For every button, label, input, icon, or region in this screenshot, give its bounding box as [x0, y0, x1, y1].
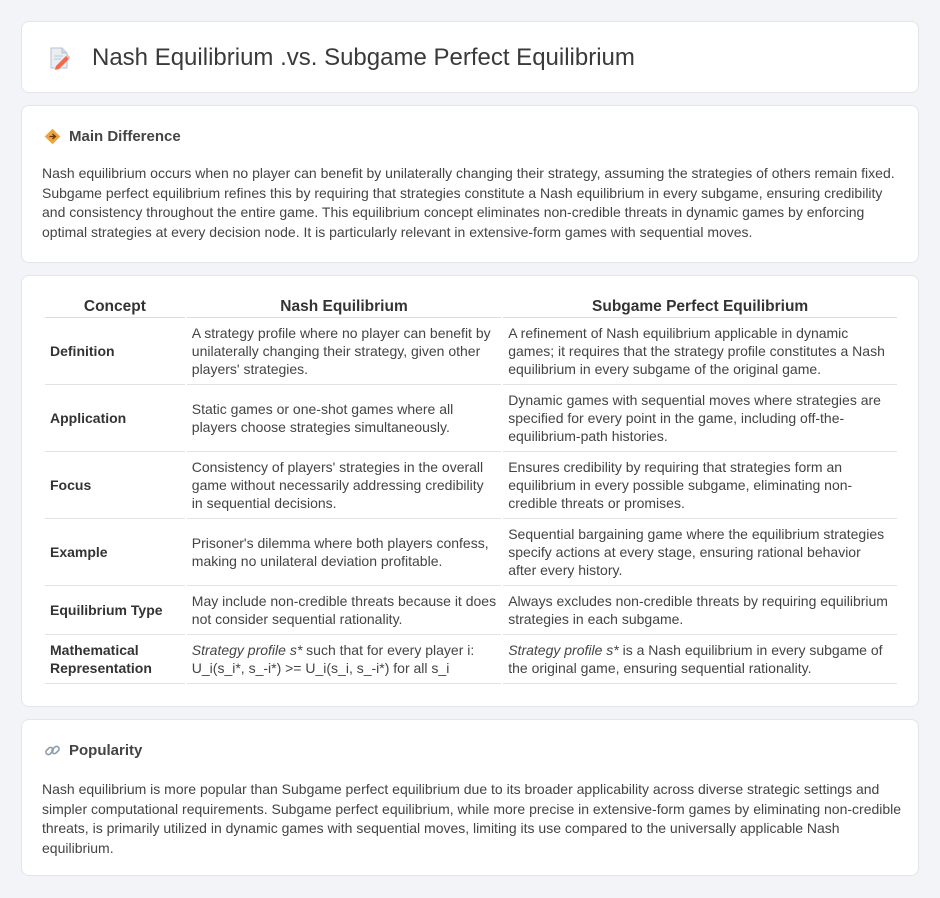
header-nash: Nash Equilibrium — [187, 297, 501, 318]
row-spe: Always excludes non-credible threats by requiring equilibrium strategies in each subgame. — [503, 586, 897, 635]
row-nash: Consistency of players' strategies in the overall game without necessarily addressing credibility in sequential decisions. — [187, 452, 501, 519]
header-spe: Subgame Perfect Equilibrium — [503, 297, 897, 318]
row-spe: Dynamic games with sequential moves where strategies are specified for every point in the game, including off-the-equilibrium-path histories. — [503, 385, 897, 452]
row-concept: Application — [45, 385, 185, 452]
row-nash: May include non-credible threats because it does not consider sequential rationality. — [187, 586, 501, 635]
title-card — [21, 21, 919, 93]
diamond-icon — [44, 128, 61, 145]
row-spe: Sequential bargaining game where the equilibrium strategies specify actions at every stage, ensuring rational behavior after every history. — [503, 519, 897, 586]
nash-math-text: such that for every player i: U_i(s_i*, s_-i*) >= U_i(s_i, s_-i*) for all s_i — [191, 642, 475, 676]
document-pencil-icon — [48, 46, 70, 70]
row-spe: A refinement of Nash equilibrium applicable in dynamic games; it requires that the strategy profile constitutes a Nash equilibrium in every subgame of the original game. — [503, 318, 897, 385]
main-difference-card — [21, 105, 919, 263]
table-row — [45, 452, 897, 519]
main-difference-title: Main Difference — [69, 128, 181, 145]
comparison-card — [21, 275, 919, 707]
spe-math-italic: Strategy profile s* — [508, 642, 619, 658]
main-difference-header — [44, 128, 181, 145]
table-row — [45, 519, 897, 586]
row-spe — [503, 635, 897, 684]
title-row — [48, 44, 635, 72]
comparison-table — [43, 297, 899, 684]
link-icon — [44, 742, 61, 759]
popularity-text: Nash equilibrium is more popular than Subgame perfect equilibrium due to its broader applicability across diverse strategic settings and simpler computational requirements. Subgame perfect equilibrium, while more precise in extensive-form games by eliminating non-credible threats, is primarily utilized in dynamic games with sequential moves, limiting its use compared to the universally applicable Nash equilibrium. — [42, 781, 902, 856]
table-row — [45, 385, 897, 452]
row-spe: Ensures credibility by requiring that strategies form an equilibrium in every possible subgame, eliminating non-credible threats or promises. — [503, 452, 897, 519]
row-concept: Equilibrium Type — [45, 586, 185, 635]
spe-math-text: is a Nash equilibrium in every subgame of the original game, ensuring sequential rationality. — [508, 642, 883, 676]
header-concept: Concept — [45, 297, 185, 318]
row-nash: A strategy profile where no player can benefit by unilaterally changing their strategy, given other players' strategies. — [187, 318, 501, 385]
table-row — [45, 318, 897, 385]
row-concept: Example — [45, 519, 185, 586]
table-row — [45, 586, 897, 635]
row-concept: Mathematical Representation — [45, 635, 185, 684]
table-header-row — [45, 297, 897, 318]
row-nash: Prisoner's dilemma where both players confess, making no unilateral deviation profitable. — [187, 519, 501, 586]
popularity-header — [44, 742, 142, 759]
row-nash: Static games or one-shot games where all players choose strategies simultaneously. — [187, 385, 501, 452]
popularity-card — [21, 719, 919, 876]
row-concept: Definition — [45, 318, 185, 385]
main-difference-text: Nash equilibrium occurs when no player can benefit by unilaterally changing their strategy, assuming the strategies of others remain fixed. Subgame perfect equilibrium refines this by requiring that strategies constitute a Nash equilibrium in every subgame, ensuring credibility and consistency throughout the entire game. This equilibrium concept eliminates non-credible threats in dynamic games by enforcing optimal strategies at every decision node. It is particularly relevant in extensive-form games with sequential moves. — [42, 165, 895, 240]
row-concept: Focus — [45, 452, 185, 519]
row-nash — [187, 635, 501, 684]
page-title: Nash Equilibrium .vs. Subgame Perfect Equilibrium — [92, 44, 635, 71]
nash-math-italic: Strategy profile s* — [191, 642, 303, 658]
table-row — [45, 635, 897, 684]
popularity-title: Popularity — [69, 742, 143, 759]
